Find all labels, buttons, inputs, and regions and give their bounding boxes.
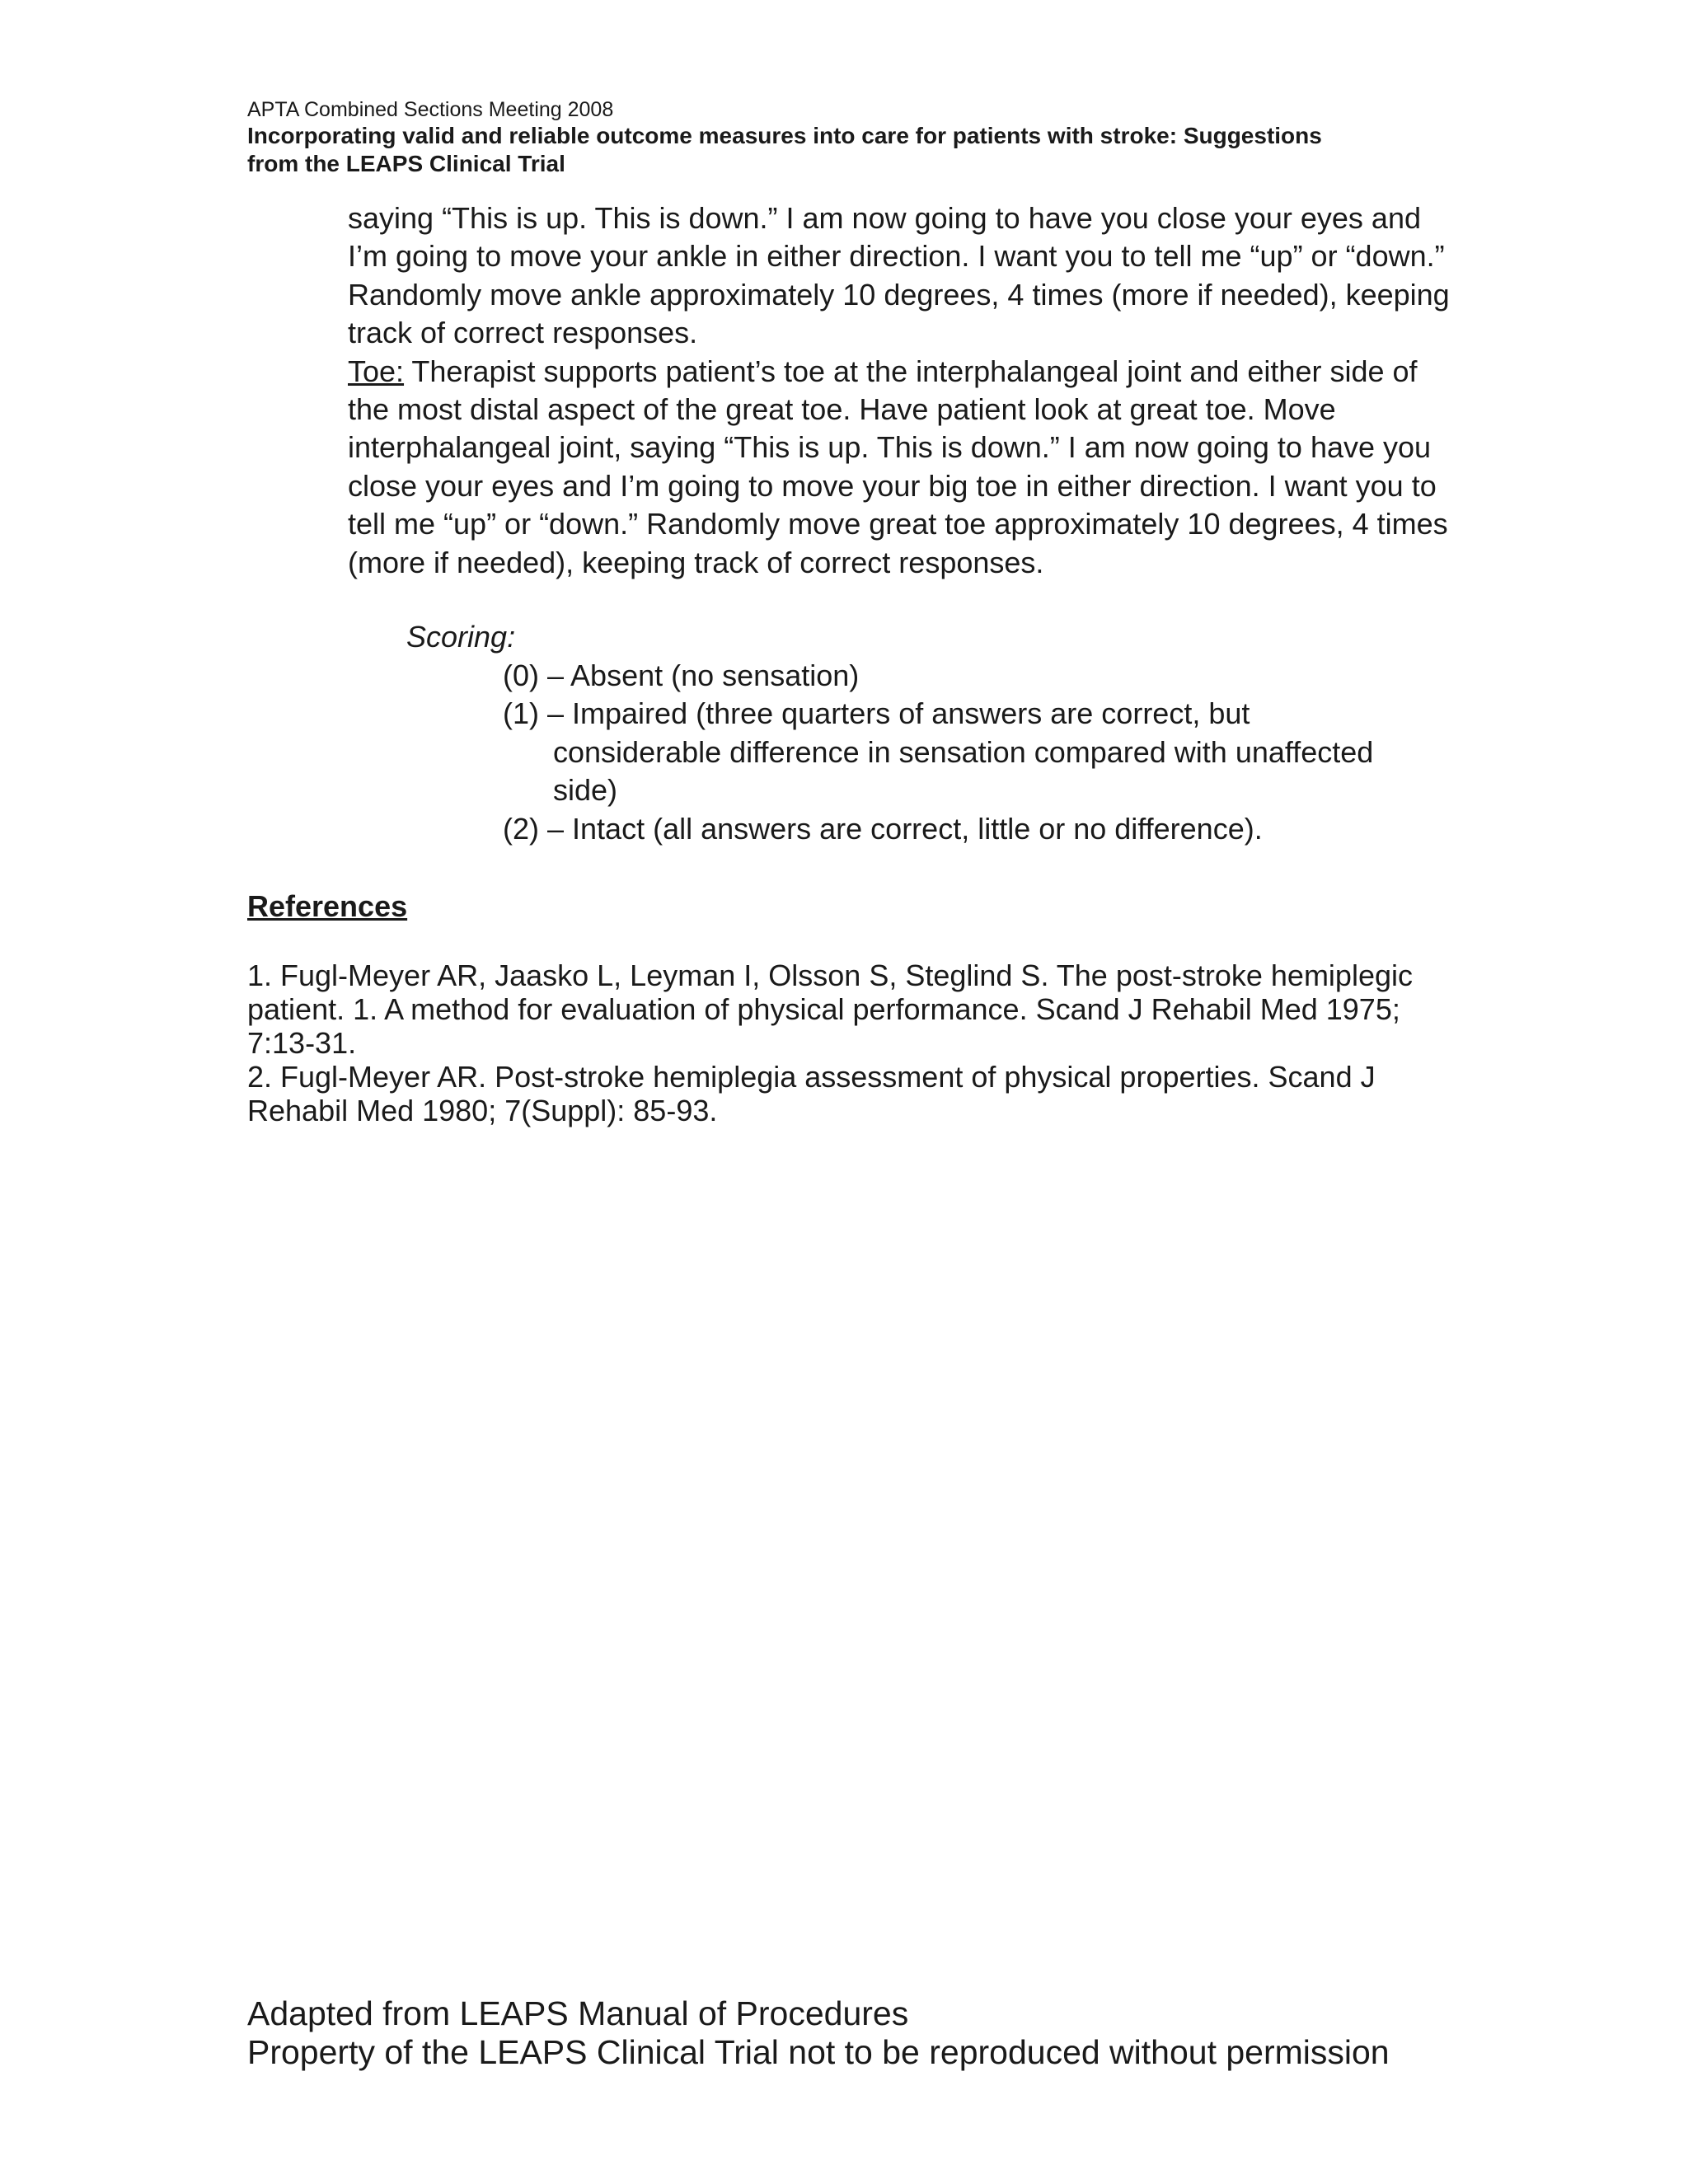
- procedure-text: [348, 199, 1452, 582]
- toe-label: Toe:: [348, 354, 405, 388]
- ankle-paragraph: saying “This is up. This is down.” I am now going to have you close your eyes and I’m going to move your ankle in either direction. I want you to tell me “up” or “down.” Randomly move ankle approximately 10 degrees, 4 times (more if needed), keeping track of correct responses.: [348, 201, 1450, 350]
- document-title-line-2: from the LEAPS Clinical Trial: [247, 151, 565, 176]
- references-list: [247, 958, 1451, 1127]
- score-item-1: (1) – Impaired (three quarters of answers are correct, but: [503, 696, 1250, 731]
- scoring-label: Scoring:: [406, 620, 516, 654]
- score-item-0: (0) – Absent (no sensation): [503, 658, 860, 692]
- scoring-list: [503, 657, 1442, 848]
- page-header: [247, 97, 1442, 178]
- score-item-1-continued: considerable difference in sensation compared with unaffected: [553, 734, 1374, 769]
- references-heading: References: [247, 889, 408, 923]
- score-item-2: (2) – Intact (all answers are correct, little or no difference).: [503, 811, 1263, 846]
- toe-instructions: Therapist supports patient’s toe at the interphalangeal joint and either side of the most distal aspect of the great toe. Have patient look at great toe. Move interphalangeal joint, saying “This is up. This is down.” I am now going to have you close your eyes and I’m going to move your big toe in either direction. I want you to tell me “up” or “down.” Randomly move great toe approximately 10 degrees, 4 times (more if needed), keeping track of correct responses.: [348, 354, 1448, 579]
- footer-line-1: Adapted from LEAPS Manual of Procedures: [247, 1994, 909, 2032]
- meeting-name: APTA Combined Sections Meeting 2008: [247, 98, 614, 121]
- document-title-line-1: Incorporating valid and reliable outcome measures into care for patients with stroke: Suggestions: [247, 123, 1322, 148]
- score-item-1-continued-end: side): [553, 773, 618, 808]
- page-footer: [247, 1994, 1390, 2072]
- reference-1: 1. Fugl-Meyer AR, Jaasko L, Leyman I, Olsson S, Steglind S. The post-stroke hemiplegic patient. 1. A method for evaluation of physical performance. Scand J Rehabil Med 1975; 7:13-31.: [247, 958, 1413, 1060]
- footer-line-2: Property of the LEAPS Clinical Trial not to be reproduced without permission: [247, 2033, 1390, 2071]
- reference-2: 2. Fugl-Meyer AR. Post-stroke hemiplegia assessment of physical properties. Scand J Rehabil Med 1980; 7(Suppl): 85-93.: [247, 1060, 1376, 1127]
- toe-paragraph: [348, 353, 1452, 582]
